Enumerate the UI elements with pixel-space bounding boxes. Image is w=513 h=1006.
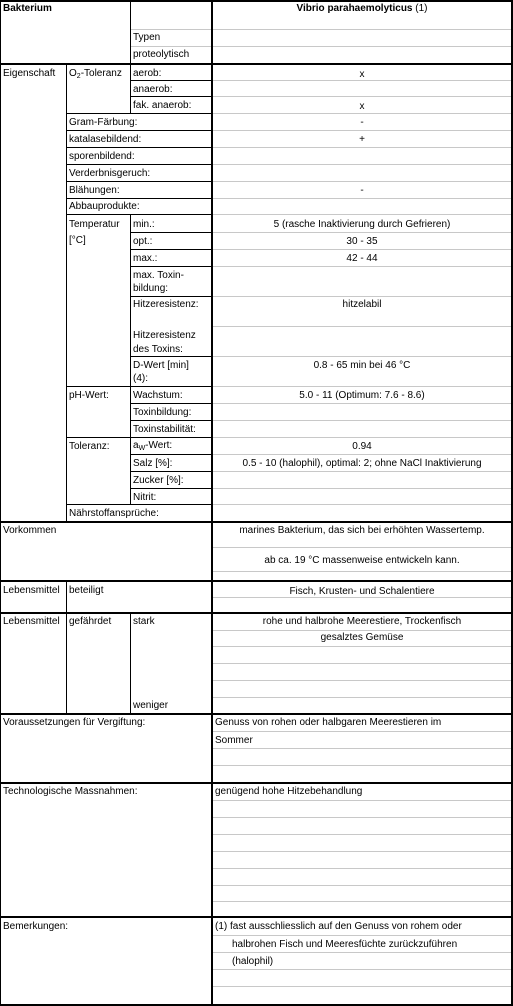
bemerkungen-line-1: (1) fast ausschliesslich auf den Genuss von rohem oder — [215, 921, 462, 932]
grid-line — [213, 29, 511, 30]
section-line — [0, 713, 513, 715]
grid-line — [213, 326, 511, 327]
bemerkungen-line-2: halbrohen Fisch und Meeresfüchte zurückzuführen — [232, 939, 458, 950]
section-line — [0, 580, 513, 582]
grid-line — [131, 29, 211, 30]
proteolytisch-label: proteolytisch — [133, 49, 190, 60]
organism-name: Vibrio parahaemolyticus — [296, 3, 413, 14]
katalase-label: katalasebildend: — [69, 134, 142, 145]
grid-line — [213, 969, 511, 970]
grid-line — [213, 130, 511, 131]
row-line — [130, 96, 211, 97]
wachstum-value: 5.0 - 11 (Optimum: 7.6 - 8.6) — [299, 390, 425, 401]
row-line — [66, 198, 211, 199]
hitzeresistenz-value: hitzelabil — [342, 299, 382, 310]
katalase-value: + — [359, 134, 365, 145]
grid-line — [213, 113, 511, 114]
value-column-divider — [211, 0, 213, 1006]
grid-line — [213, 296, 511, 297]
grid-line — [213, 471, 511, 472]
temp-max-value: 42 - 44 — [346, 253, 378, 264]
sub-column-divider — [130, 0, 131, 63]
row-line — [66, 113, 211, 114]
row-line — [66, 386, 211, 387]
grid-line — [213, 46, 511, 47]
grid-line — [213, 680, 511, 681]
d-wert-value: 0.8 - 65 min bei 46 °C — [313, 360, 411, 371]
grid-line — [213, 901, 511, 902]
grid-line — [213, 571, 511, 572]
row-line — [130, 356, 211, 357]
row-line — [130, 80, 211, 81]
row-line — [130, 420, 211, 421]
salz-label: Salz [%]: — [133, 458, 173, 469]
zucker-label: Zucker [%]: — [133, 475, 184, 486]
blaehungen-label: Blähungen: — [69, 185, 120, 196]
abbau-label: Abbauprodukte: — [69, 201, 140, 212]
grid-line — [213, 817, 511, 818]
grid-line — [213, 748, 511, 749]
voraussetzungen-line-2: Sommer — [215, 735, 253, 746]
grid-line — [213, 731, 511, 732]
grid-line — [213, 800, 511, 801]
ph-label: pH-Wert: — [69, 390, 109, 401]
section-line — [0, 63, 513, 65]
gram-label: Gram-Färbung: — [69, 117, 138, 128]
gram-value: - — [360, 117, 364, 128]
aerob-value: x — [359, 69, 365, 80]
organism-title — [213, 3, 511, 15]
row-line — [130, 403, 211, 404]
row-line — [66, 181, 211, 182]
grid-line — [213, 952, 511, 953]
lm-gefaehrdet-value-1: rohe und halbrohe Meerestiere, Trockenfisch — [262, 616, 462, 627]
grid-line — [213, 147, 511, 148]
temp-opt-label: opt.: — [133, 236, 153, 247]
eigenschaft-label: Eigenschaft — [3, 68, 56, 79]
fak-anaerob-value: x — [359, 101, 365, 112]
grid-line — [213, 420, 511, 421]
d-wert-label: D-Wert [min] — [133, 360, 189, 371]
row-line — [130, 471, 211, 472]
sub-column-divider — [130, 614, 131, 713]
grid-line — [213, 868, 511, 869]
grid-line — [213, 198, 511, 199]
grid-line — [213, 488, 511, 489]
sporen-label: sporenbildend: — [69, 151, 135, 162]
sub-column-divider — [66, 614, 67, 713]
aw-wert-label: $a_W$-Wert: — [133, 440, 173, 452]
temperatur-label: Temperatur — [69, 219, 120, 230]
toxinbildung-label: Toxinbildung: — [133, 407, 192, 418]
grid-line — [131, 46, 211, 47]
grid-line — [213, 630, 511, 631]
grid-line — [213, 437, 511, 438]
voraussetzungen-label: Voraussetzungen für Vergiftung: — [3, 717, 146, 728]
row-line — [130, 266, 211, 267]
row-line — [130, 488, 211, 489]
hitze-toxin-label: Hitzeresistenz — [133, 330, 196, 341]
lm-beteiligt-label: Lebensmittel — [3, 585, 60, 596]
sub-column-divider — [130, 215, 131, 504]
section-line — [0, 521, 513, 523]
grid-line — [213, 403, 511, 404]
weniger-label: weniger — [133, 700, 169, 711]
lm-gefaehrdet-label: Lebensmittel — [3, 616, 60, 627]
row-line — [130, 249, 211, 250]
technologie-label: Technologische Massnahmen: — [3, 786, 138, 797]
max-toxin-label-2: bildung: — [133, 283, 169, 294]
grid-line — [213, 851, 511, 852]
typen-label: Typen — [133, 32, 161, 43]
toxinstabilitaet-label: Toxinstabilität: — [133, 424, 196, 435]
row-line — [66, 437, 211, 438]
sub-column-divider — [66, 65, 67, 521]
lm-gefaehrdet-value-2: gesalztes Gemüse — [320, 632, 404, 643]
wachstum-label: Wachstum: — [133, 390, 183, 401]
grid-line — [213, 266, 511, 267]
grid-line — [213, 646, 511, 647]
grid-line — [213, 935, 511, 936]
row-line — [66, 504, 211, 505]
temp-opt-value: 30 - 35 — [346, 236, 378, 247]
grid-line — [213, 834, 511, 835]
temp-min-value: 5 (rasche Inaktivierung durch Gefrieren) — [273, 219, 451, 230]
row-line — [66, 130, 211, 131]
temp-max-label: max.: — [133, 253, 158, 264]
verderbnis-label: Verderbnisgeruch: — [69, 168, 151, 179]
sub-column-divider — [130, 65, 131, 113]
temperatur-unit: [°C] — [69, 235, 86, 246]
section-line — [0, 916, 513, 918]
fak-anaerob-label: fak. anaerob: — [133, 100, 192, 111]
section-line — [0, 612, 513, 614]
bemerkungen-line-3: (halophil) — [232, 956, 274, 967]
nitrit-label: Nitrit: — [133, 492, 157, 503]
lm-beteiligt-value: Fisch, Krusten- und Schalentiere — [289, 586, 435, 597]
organism-reference: (1) — [412, 3, 428, 14]
hitze-toxin-label-2: des Toxins: — [133, 344, 183, 355]
grid-line — [213, 96, 511, 97]
vorkommen-line-2: ab ca. 19 °C massenweise entwickeln kann. — [264, 555, 460, 566]
aw-wert-value: 0.94 — [352, 441, 372, 452]
hitzeresistenz-label: Hitzeresistenz: — [133, 299, 199, 310]
grid-line — [213, 504, 511, 505]
salz-value: 0.5 - 10 (halophil), optimal: 2; ohne NaCl Inaktivierung — [242, 458, 482, 469]
grid-line — [213, 356, 511, 357]
vorkommen-label: Vorkommen — [3, 525, 57, 536]
lm-beteiligt-sublabel: beteiligt — [69, 585, 104, 596]
grid-line — [213, 164, 511, 165]
grid-line — [213, 249, 511, 250]
grid-line — [213, 232, 511, 233]
grid-line — [213, 386, 511, 387]
d-wert-label-2: (4): — [133, 373, 148, 384]
grid-line — [213, 547, 511, 548]
row-line — [130, 296, 211, 297]
row-line — [66, 214, 211, 215]
row-line — [66, 164, 211, 165]
sub-column-divider — [66, 582, 67, 612]
grid-line — [213, 454, 511, 455]
o2-toleranz-label: $O_2$-Toleranz — [69, 68, 122, 80]
row-line — [130, 454, 211, 455]
grid-line — [213, 181, 511, 182]
toleranz-label: Toleranz: — [69, 441, 110, 452]
grid-line — [213, 663, 511, 664]
technologie-line-1: genügend hohe Hitzebehandlung — [215, 786, 363, 797]
section-line — [0, 782, 513, 784]
bakterium-label: Bakterium — [3, 3, 52, 14]
temp-min-label: min.: — [133, 219, 155, 230]
row-line — [66, 147, 211, 148]
grid-line — [213, 697, 511, 698]
grid-line — [213, 214, 511, 215]
max-toxin-label: max. Toxin- — [133, 270, 184, 281]
lm-gefaehrdet-sublabel: gefährdet — [69, 616, 112, 627]
naehrstoff-label: Nährstoffansprüche: — [69, 508, 159, 519]
border-left — [0, 0, 1, 1006]
bemerkungen-label: Bemerkungen: — [3, 921, 69, 932]
border-top — [0, 0, 513, 2]
blaehungen-value: - — [360, 185, 364, 196]
vorkommen-line-1: marines Bakterium, das sich bei erhöhten Wassertemp. — [239, 525, 485, 536]
stark-label: stark — [133, 616, 155, 627]
voraussetzungen-line-1: Genuss von rohen oder halbgaren Meerestieren im — [215, 717, 442, 728]
grid-line — [213, 885, 511, 886]
grid-line — [213, 986, 511, 987]
anaerob-label: anaerob: — [133, 84, 173, 95]
row-line — [130, 232, 211, 233]
grid-line — [213, 765, 511, 766]
aerob-label: aerob: — [133, 68, 162, 79]
